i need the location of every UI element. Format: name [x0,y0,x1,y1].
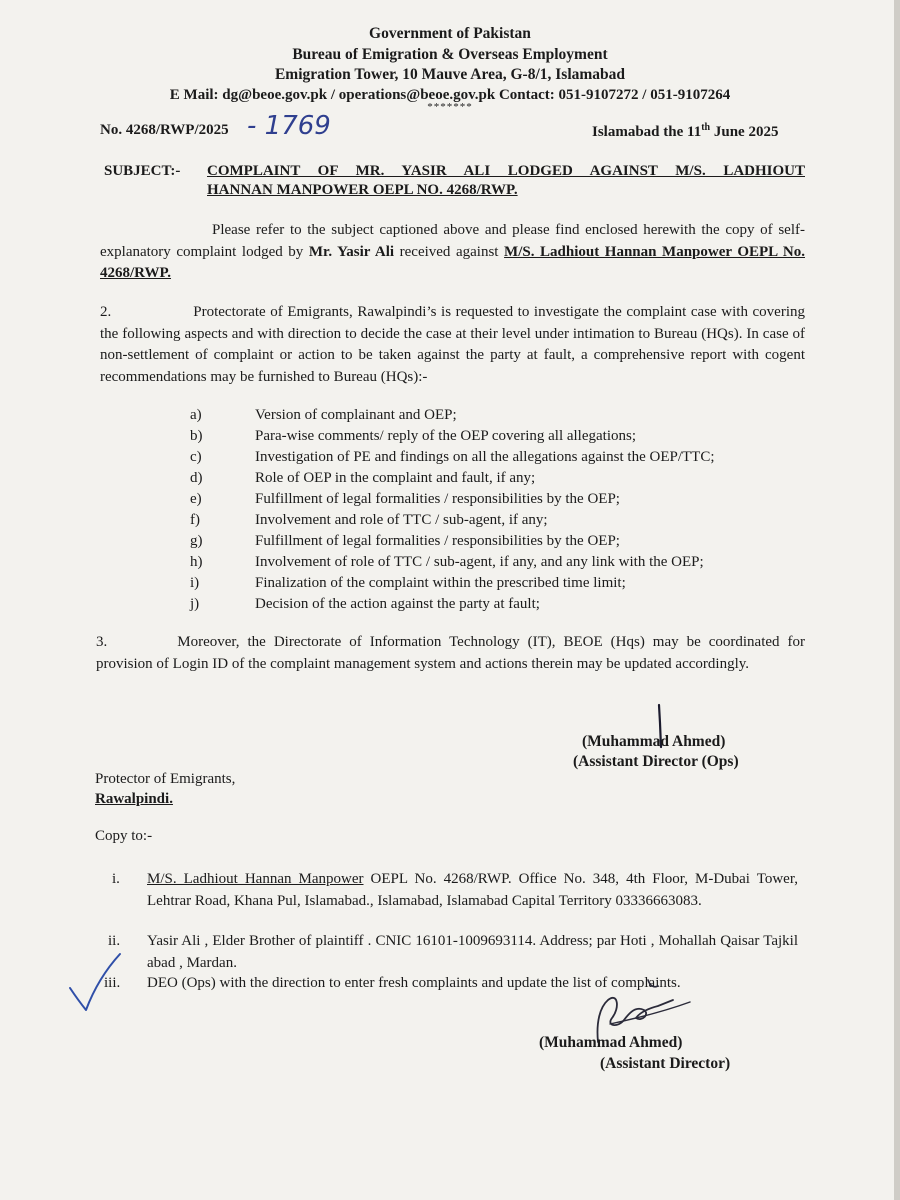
page-edge [894,0,900,1200]
copy-item-1: M/S. Ladhiout Hannan Manpower OEPL No. 4268/RWP. Office No. 348, 4th Floor, M-Dubai Tower, Lehtrar Road, Khana Pul, Islamabad., Islamabad, Islamabad Capital Territory 03336663083. [147,871,798,909]
subject-label: SUBJECT:- [104,163,181,179]
header-government: Government of Pakistan [369,25,531,42]
header-bureau: Bureau of Emigration & Overseas Employment [292,46,608,63]
reference-number: No. 4268/RWP/2025 [100,122,229,138]
header-contact: E Mail: dg@beoe.gov.pk / operations@beoe.gov.pk Contact: 051-9107272 / 051-9107264 [169,87,731,103]
place-date: Islamabad the 11th June 2025 [592,122,779,140]
subject-line-1: COMPLAINT OF MR. YASIR ALI LODGED AGAINST M/S. LADHIOUT [207,163,805,179]
copy-item-3: DEO (Ops) with the direction to enter fresh complaints and update the list of complaints. [147,975,681,991]
paragraph-3: 3. Moreover, the Directorate of Information Technology (IT), BEOE (Hqs) may be coordinated for provision of Login ID of the complaint management system and actions therein may be updated accordingly. [96,634,805,672]
signatory-name-1: (Muhammad Ahmed) [582,733,726,750]
copy-item-number: i. [112,871,120,887]
addressee-line-1: Protector of Emigrants, [95,771,236,787]
copy-item-number: iii. [104,975,121,991]
signatory-name-2: (Muhammad Ahmed) [539,1034,683,1051]
signatory-title-1: (Assistant Director (Ops) [573,753,739,770]
header-stars: ******* [427,101,473,113]
letter-page: Government of Pakistan Bureau of Emigration & Overseas Employment Emigration Tower, 10 Mauve Area, G-8/1, Islamabad E Mail: dg@beoe.gov.pk / operations@beoe.gov.pk Contact: 051-9107272 / 051-9107264 ******* No. 4268/RWP/2025 - 1769 Islamabad the 11th June 2025 SUBJECT:- COMPLAINT OF MR. YASIR ALI LODGED AGAINST M/S. LADHIOUT HANNAN MANPOWER OEPL NO. 4268/RWP. Please refer to the subject captioned above and please find enclosed herewith the copy of self-explanatory complaint lodged by Mr. Yasir Ali received against M/S. Ladhiout Hannan Manpower OEPL No. 4268/RWP. 2. Protectorate of Emigrants, Rawalpindi’s is requested to investigate the complaint case with covering the following aspects and with direction to decide the case at their level under intimation to Bureau (HQs). In case of non-settlement of complaint or action to be taken against the party at fault, a comprehensive report with cogent recommendations may be furnished to Bureau (HQs):- a) Version of complainant and OEP; b) Para-wise comments/ reply of the OEP covering all allegations; c) Investigation of PE and findings on all the allegations against the OEP/TTC; d) Role of OEP in the complaint and fault, if any; e) Fulfillment of legal formalities / responsibilities by the OEP; f) Involvement and role of TTC / sub-agent, if any; g) Fulfillment of legal formalities / responsibilities by the OEP; h) Involvement of role of TTC / sub-agent, if any, and any link with the OEP; i) Finalization of the complaint within the prescribed time limit; j) Decision of the action against the party at fault; 3. Moreover, the Directorate of Information Technology (IT), BEOE (Hqs) may be coordinated for provision of Login ID of the complaint management system and actions therein may be updated accordingly. (Muhammad Ahmed) (Assistant Director (Ops) Protector of Emigrants, Rawalpindi. Copy to:- i. M/S. Ladhiout Hannan Manpower OEPL No. 4268/RWP. Office No. 348, 4th Floor, M-Dubai Tower, Lehtrar Road, Khana Pul, Islamabad., Islamabad, Islamabad Capital Territory 03336663083. ii. Yasir Ali , Elder Brother of plaintiff . CNIC 16101-1009693114. Address; par Hoti , Mohallah Qaisar Tajkil abad , Mardan. iii. DEO (Ops) with the direction to enter fresh complaints and update the list of complaints. (Muhammad Ahmed) (Assistant Director) [0,0,900,1200]
header-address: Emigration Tower, 10 Mauve Area, G-8/1, Islamabad [274,66,626,83]
addressee-line-2: Rawalpindi. [95,791,173,807]
check-mark-icon [66,950,126,1015]
paragraph-2: 2. Protectorate of Emigrants, Rawalpindi’s is requested to investigate the complaint case with covering the following aspects and with direction to decide the case at their level under intimation to Bureau (HQs). In case of non-settlement of complaint or action to be taken against the party at fault, a comprehensive report with cogent recommendations may be furnished to Bureau (HQs):- [100,304,805,385]
copy-item-number: ii. [108,933,121,949]
handwritten-diary-number: - 1769 [247,111,331,141]
signatory-title-2: (Assistant Director) [600,1055,731,1072]
paragraph-2-number: 2. [100,304,112,320]
subject-line-2: HANNAN MANPOWER OEPL NO. 4268/RWP. [207,182,518,198]
paragraph-3-number: 3. [96,634,108,650]
paragraph-1: Please refer to the subject captioned above and please find enclosed herewith the copy of self-explanatory complaint lodged by Mr. Yasir Ali received against M/S. Ladhiout Hannan Manpower OEPL No. 4268/RWP. [100,222,805,281]
copy-to-label: Copy to:- [95,828,153,844]
copy-item-2: Yasir Ali , Elder Brother of plaintiff . CNIC 16101-1009693114. Address; par Hoti , Mohallah Qaisar Tajkil abad , Mardan. [147,933,798,971]
